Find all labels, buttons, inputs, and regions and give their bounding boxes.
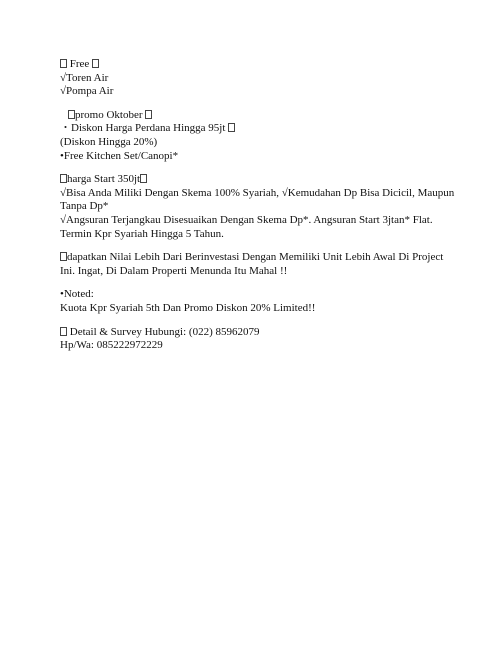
invest-section: [60, 251, 460, 278]
promo-line: (Diskon Hingga 20%): [60, 135, 158, 148]
price-heading-line: [60, 173, 460, 187]
promo-line: •Free Kitchen Set/Canopi*: [60, 149, 179, 162]
promo-heading: promo Oktober: [75, 108, 143, 121]
promo-discount-text: ・Diskon Harga Perdana Hingga 95jt: [60, 122, 226, 135]
price-line: √Angsuran Terjangkau Disesuaikan Dengan Skema Dp*. Angsuran Start 3jtan* Flat. Termin Kpr Syariah Hingga 5 Tahun.: [60, 213, 433, 240]
free-item: √Pompa Air: [60, 85, 114, 98]
document-page: [60, 58, 460, 363]
noted-section: [60, 288, 460, 315]
missing-glyph-icon: [60, 252, 67, 261]
invest-text: dapatkan Nilai Lebih Dari Berinvestasi Dengan Memiliki Unit Lebih Awal Di Project Ini. Ingat, Di Dalam Properti Menunda Itu Mahal !!: [60, 251, 444, 277]
missing-glyph-icon: [140, 174, 147, 183]
missing-glyph-icon: [68, 110, 75, 119]
noted-text: Kuota Kpr Syariah 5th Dan Promo Diskon 20% Limited!!: [60, 301, 316, 314]
contact-line-2: Hp/Wa: 085222972229: [60, 339, 163, 352]
price-line: √Bisa Anda Miliki Dengan Skema 100% Syariah, √Kemudahan Dp Bisa Dicicil, Maupun Tanpa Dp*: [60, 186, 455, 213]
contact-section: [60, 326, 460, 353]
promo-discount-line: [60, 122, 460, 136]
missing-glyph-icon: [145, 110, 152, 119]
free-section: [60, 58, 460, 99]
invest-line: [60, 251, 460, 278]
free-heading-line: [60, 58, 460, 72]
contact-line-1: [60, 326, 460, 340]
promo-section: [60, 109, 460, 163]
missing-glyph-icon: [60, 327, 67, 336]
missing-glyph-icon: [60, 174, 67, 183]
promo-heading-line: [60, 109, 460, 123]
free-heading: Free: [69, 58, 90, 70]
noted-heading: •Noted:: [60, 288, 94, 301]
missing-glyph-icon: [92, 59, 99, 68]
missing-glyph-icon: [228, 123, 235, 132]
missing-glyph-icon: [60, 59, 67, 68]
price-section: [60, 173, 460, 241]
contact-detail-text: Detail & Survey Hubungi: (022) 85962079: [69, 325, 260, 338]
free-item: √Toren Air: [60, 71, 109, 84]
price-heading: harga Start 350jt: [67, 173, 141, 186]
